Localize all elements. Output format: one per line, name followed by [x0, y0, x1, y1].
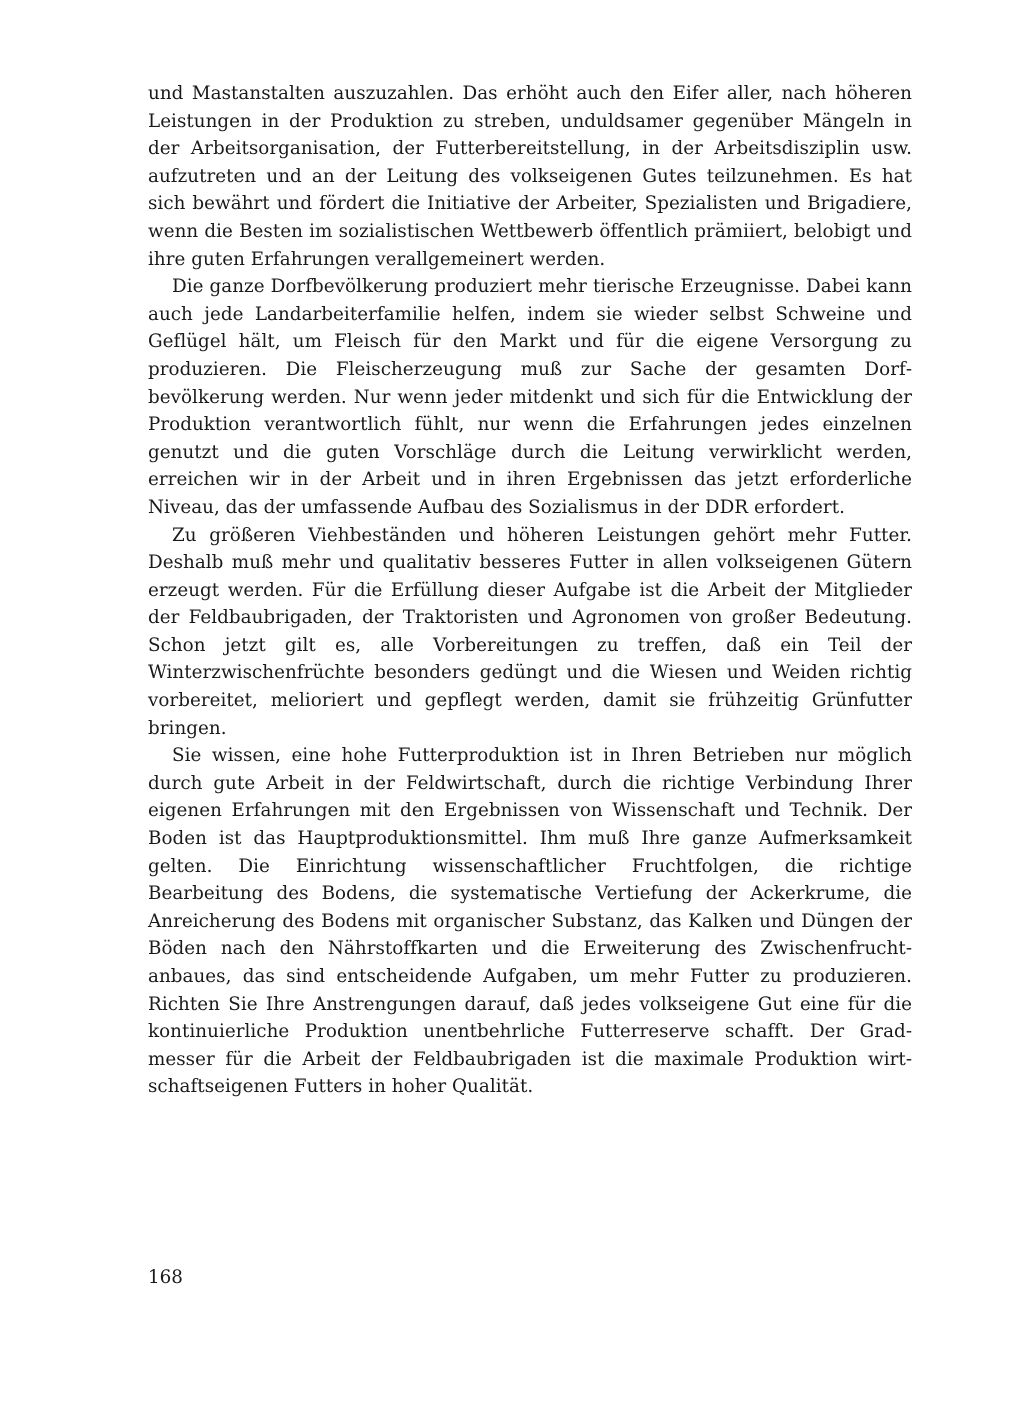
paragraph-2: Die ganze Dorfbevölkerung produziert mehr tierische Erzeugnisse. Dabei kann auch jede Landarbeiterfamilie helfen, indem sie wieder selbst Schweine und Geflügel hält, um Fleisch für den Markt und für die eigene Versorgung zu produzieren. Die Fleischerzeugung muß zur Sache der gesamten Dorfbevölkerung werden. Nur wenn jeder mitdenkt und sich für die Entwicklung der Produktion verantwortlich fühlt, nur wenn die Erfahrungen jedes einzelnen genutzt und die guten Vorschläge durch die Leitung verwirklicht werden, erreichen wir in der Arbeit und in ihren Ergebnissen das jetzt erforderliche Niveau, das der umfassende Aufbau des Sozialismus in der DDR erfordert.	[148, 276, 912, 518]
body-text	[148, 80, 912, 1101]
paragraph-1: und Mastanstalten auszuzahlen. Das erhöht auch den Eifer aller, nach höheren Leistungen in der Produktion zu streben, unduldsamer gegenüber Mängeln in der Arbeitsorganisation, der Futterbereitstellung, in der Arbeitsdisziplin usw. aufzutreten und an der Leitung des volkseigenen Gutes teilzunehmen. Es hat sich bewährt und fördert die Initiative der Arbeiter, Spezialisten und Brigadiere, wenn die Besten im sozialistischen Wettbewerb öffentlich prämiiert, belobigt und ihre guten Erfahrungen verallgemeinert werden.	[148, 83, 912, 270]
paragraph-3: Zu größeren Viehbeständen und höheren Leistungen gehört mehr Futter. Deshalb muß mehr und qualitativ besseres Futter in allen volkseigenen Gütern erzeugt werden. Für die Erfüllung dieser Aufgabe ist die Arbeit der Mitglieder der Feldbaubrigaden, der Traktoristen und Agronomen von großer Bedeutung. Schon jetzt gilt es, alle Vorbereitungen zu treffen, daß ein Teil der Winterzwischenfrüchte besonders gedüngt und die Wiesen und Weiden richtig vorbereitet, melioriert und gepflegt werden, damit sie frühzeitig Grünfutter bringen.	[148, 524, 912, 739]
page-number: 168	[148, 1267, 183, 1288]
paragraph-4: Sie wissen, eine hohe Futterproduktion ist in Ihren Betrieben nur möglich durch gute Arbeit in der Feldwirtschaft, durch die richtige Verbindung Ihrer eigenen Erfahrungen mit den Ergebnissen von Wissenschaft und Technik. Der Boden ist das Hauptproduktionsmittel. Ihm muß Ihre ganze Aufmerksamkeit gelten. Die Einrichtung wissenschaftlicher Fruchtfolgen, die richtige Bearbeitung des Bodens, die systematische Vertiefung der Ackerkrume, die Anreicherung des Bodens mit organischer Substanz, das Kalken und Düngen der Böden nach den Nährstoffkarten und die Erweiterung des Zwischenfruchtanbaues, das sind entscheidende Aufgaben, um mehr Futter zu produzieren. Richten Sie Ihre Anstrengungen darauf, daß jedes volkseigene Gut eine für die kontinuierliche Produktion unentbehrliche Futterreserve schafft. Der Gradmesser für die Arbeit der Feldbaubrigaden ist die maximale Produktion wirtschaftseigenen Futters in hoher Qualität.	[148, 745, 912, 1098]
